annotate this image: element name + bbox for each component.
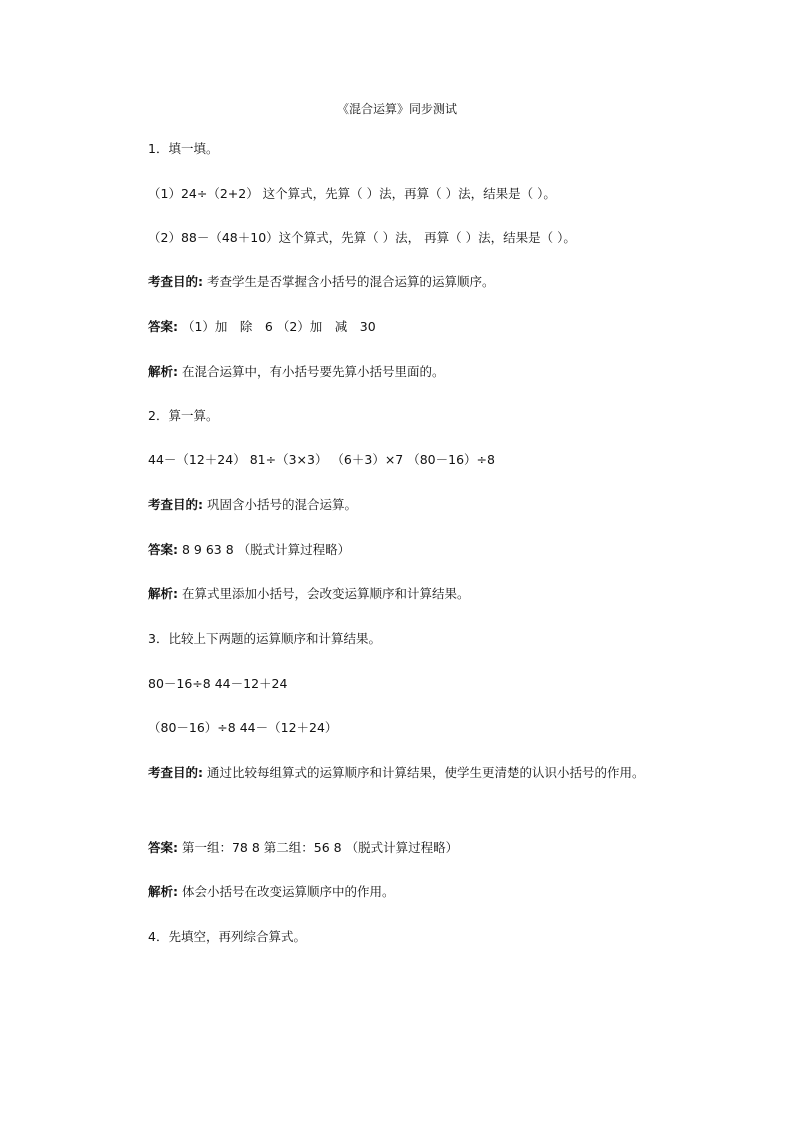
- purpose-label: 考查目的:: [148, 497, 203, 512]
- q3-row-1: 80－16÷8 44－12＋24: [148, 676, 288, 691]
- q4-heading: 4．先填空，再列综合算式。: [148, 929, 306, 944]
- answer-label: 答案:: [148, 840, 178, 855]
- q1-item-1: （1）24÷（2+2） 这个算式，先算（ ）法，再算（ ）法，结果是（ ）。: [148, 186, 556, 201]
- purpose-text: 巩固含小括号的混合运算。: [203, 497, 357, 512]
- q2-answer: [148, 542, 350, 558]
- purpose-text: 通过比较每组算式的运算顺序和计算结果，使学生更清楚的认识小括号的作用。: [203, 765, 645, 780]
- analysis-text: 在算式里添加小括号，会改变运算顺序和计算结果。: [178, 586, 470, 601]
- q2-analysis: [148, 586, 469, 602]
- answer-label: 答案:: [148, 542, 178, 557]
- purpose-label: 考查目的:: [148, 274, 203, 289]
- q3-answer: [148, 840, 458, 856]
- q1-answer: [148, 319, 376, 335]
- q3-row-2: （80－16）÷8 44－（12＋24）: [148, 720, 338, 735]
- q3-analysis: [148, 884, 394, 900]
- analysis-label: 解析:: [148, 884, 178, 899]
- q2-expressions: 44－（12＋24） 81÷（3×3） （6＋3）×7 （80－16）÷8: [148, 452, 495, 467]
- answer-text: （1）加 除 6 （2）加 减 30: [178, 319, 376, 334]
- answer-text: 第一组：78 8 第二组：56 8 （脱式计算过程略）: [178, 840, 459, 855]
- analysis-text: 体会小括号在改变运算顺序中的作用。: [178, 884, 395, 899]
- answer-label: 答案:: [148, 319, 178, 334]
- q2-heading: 2．算一算。: [148, 408, 219, 423]
- purpose-text: 考查学生是否掌握含小括号的混合运算的运算顺序。: [203, 274, 495, 289]
- q1-heading: 1．填一填。: [148, 141, 219, 156]
- q1-analysis: [148, 364, 444, 380]
- q2-purpose: [148, 497, 357, 513]
- analysis-label: 解析:: [148, 586, 178, 601]
- analysis-label: 解析:: [148, 364, 178, 379]
- q3-heading: 3．比较上下两题的运算顺序和计算结果。: [148, 631, 381, 646]
- purpose-label: 考查目的:: [148, 765, 203, 780]
- page-title: 《混合运算》同步测试: [336, 102, 457, 116]
- q1-purpose: [148, 274, 494, 290]
- answer-text: 8 9 63 8 （脱式计算过程略）: [178, 542, 351, 557]
- q3-purpose: [120, 757, 690, 789]
- q1-item-2: （2）88－（48＋10）这个算式，先算（ ）法， 再算（ ）法，结果是（ ）。: [148, 230, 576, 245]
- analysis-text: 在混合运算中，有小括号要先算小括号里面的。: [178, 364, 445, 379]
